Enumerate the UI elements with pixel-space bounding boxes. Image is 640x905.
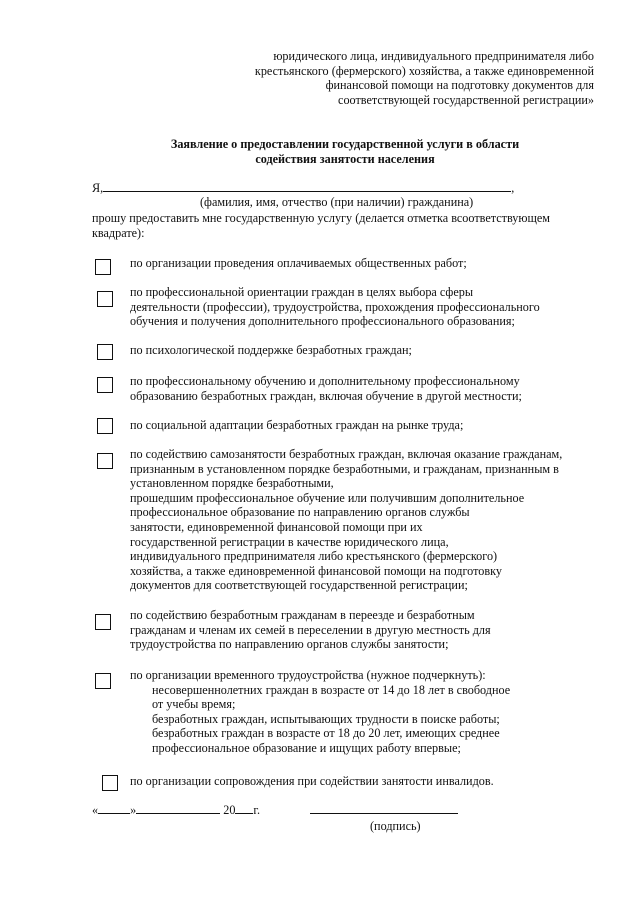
option-checkbox[interactable] <box>97 418 113 434</box>
option-line: занятости, единовременной финансовой помощи при их <box>130 519 423 534</box>
header-line: юридического лица, индивидуального предпринимателя либо <box>273 49 594 63</box>
option-text <box>130 418 600 433</box>
option-line: образованию безработных граждан, включая обучение в другой местности; <box>130 388 522 403</box>
title-line: содействия занятости населения <box>255 151 435 166</box>
option-checkbox[interactable] <box>95 259 111 275</box>
request-line: квадрате): <box>92 225 145 240</box>
month-field[interactable] <box>136 802 220 814</box>
option-line: по организации проведения оплачиваемых общественных работ; <box>130 256 467 270</box>
applicant-name-row <box>92 180 514 196</box>
option-line: трудоустройства по направлению органов службы занятости; <box>130 637 449 652</box>
option-line: деятельности (профессии), трудоустройства, прохождения профессионального <box>130 299 540 314</box>
option-line: по организации сопровождения при содействии занятости инвалидов. <box>130 774 494 788</box>
option-line: по психологической поддержке безработных граждан; <box>130 343 412 357</box>
option-text <box>130 774 600 789</box>
applicant-suffix: , <box>511 181 515 195</box>
option-checkbox[interactable] <box>95 673 111 689</box>
applicant-name-field[interactable] <box>103 180 511 192</box>
year-prefix: 20 <box>223 803 236 817</box>
option-text <box>130 447 600 593</box>
option-line: несовершеннолетних граждан в возрасте от 14 до 18 лет в свободное <box>152 682 511 697</box>
option-checkbox[interactable] <box>102 775 118 791</box>
document-header <box>255 49 594 107</box>
option-text <box>130 668 600 756</box>
option-line: профессиональное образование по направлению органов службы <box>130 505 470 520</box>
option-line: прошедшим профессиональное обучение или получившим дополнительное <box>130 490 525 505</box>
quote-close: » <box>130 803 137 817</box>
signature-hint: (подпись) <box>370 819 421 833</box>
header-line: соответствующей государственной регистрации» <box>338 92 594 107</box>
option-line: по организации временного трудоустройства (нужное подчеркнуть): <box>130 668 486 682</box>
option-line: безработных граждан, испытывающих трудности в поиске работы; <box>152 711 500 726</box>
option-line: по содействию самозанятости безработных граждан, включая оказание гражданам, <box>130 447 563 461</box>
signature-field[interactable] <box>310 812 458 814</box>
option-line: признанным в установленном порядке безработными, и гражданам, признанным в <box>130 461 559 476</box>
day-field[interactable] <box>98 802 130 814</box>
option-line: государственной регистрации в качестве юридического лица, <box>130 534 449 549</box>
option-text <box>130 285 600 329</box>
option-text <box>130 343 600 358</box>
option-checkbox[interactable] <box>97 453 113 469</box>
option-line: документов для соответствующей государственной регистрации; <box>130 578 468 593</box>
option-line: обучения и получения дополнительного профессионального образования; <box>130 314 515 329</box>
option-line: установленном порядке безработными, <box>130 476 334 491</box>
option-line: от учебы время; <box>152 697 236 712</box>
applicant-prefix: Я, <box>92 181 104 195</box>
option-line: безработных граждан в возрасте от 18 до 20 лет, имеющих среднее <box>152 726 500 741</box>
year-suffix: г. <box>253 803 261 817</box>
option-line: по профессиональному обучению и дополнительному профессиональному <box>130 374 520 388</box>
header-line: финансовой помощи на подготовку документов для <box>325 78 594 93</box>
option-line: по социальной адаптации безработных граждан на рынке труда; <box>130 418 464 432</box>
applicant-name-hint: (фамилия, имя, отчество (при наличии) гражданина) <box>200 195 474 209</box>
request-text <box>92 211 592 240</box>
option-checkbox[interactable] <box>95 614 111 630</box>
date-field <box>92 802 260 818</box>
option-checkbox[interactable] <box>97 291 113 307</box>
option-checkbox[interactable] <box>97 377 113 393</box>
quote-open: « <box>92 803 99 817</box>
option-line: по профессиональной ориентации граждан в целях выбора сферы <box>130 285 474 299</box>
option-checkbox[interactable] <box>97 344 113 360</box>
document-title <box>120 137 570 166</box>
option-line: гражданам и членам их семей в переселении в другую местность для <box>130 622 491 637</box>
title-line: Заявление о предоставлении государственной услуги в области <box>170 137 520 151</box>
option-line: индивидуального предпринимателя либо крестьянского (фермерского) <box>130 549 498 564</box>
year-field[interactable] <box>235 802 253 814</box>
option-line: профессиональное образование и ищущих работу впервые; <box>152 740 461 755</box>
request-line: прошу предоставить мне государственную услугу (делается отметка всоответствующем <box>92 211 550 225</box>
option-text <box>130 256 600 271</box>
header-line: крестьянского (фермерского) хозяйства, а также единовременной <box>254 63 594 78</box>
option-line: по содействию безработным гражданам в переезде и безработным <box>130 608 475 622</box>
option-text <box>130 374 600 403</box>
option-line: хозяйства, а также единовременной финансовой помощи на подготовку <box>130 563 502 578</box>
option-text <box>130 608 600 652</box>
